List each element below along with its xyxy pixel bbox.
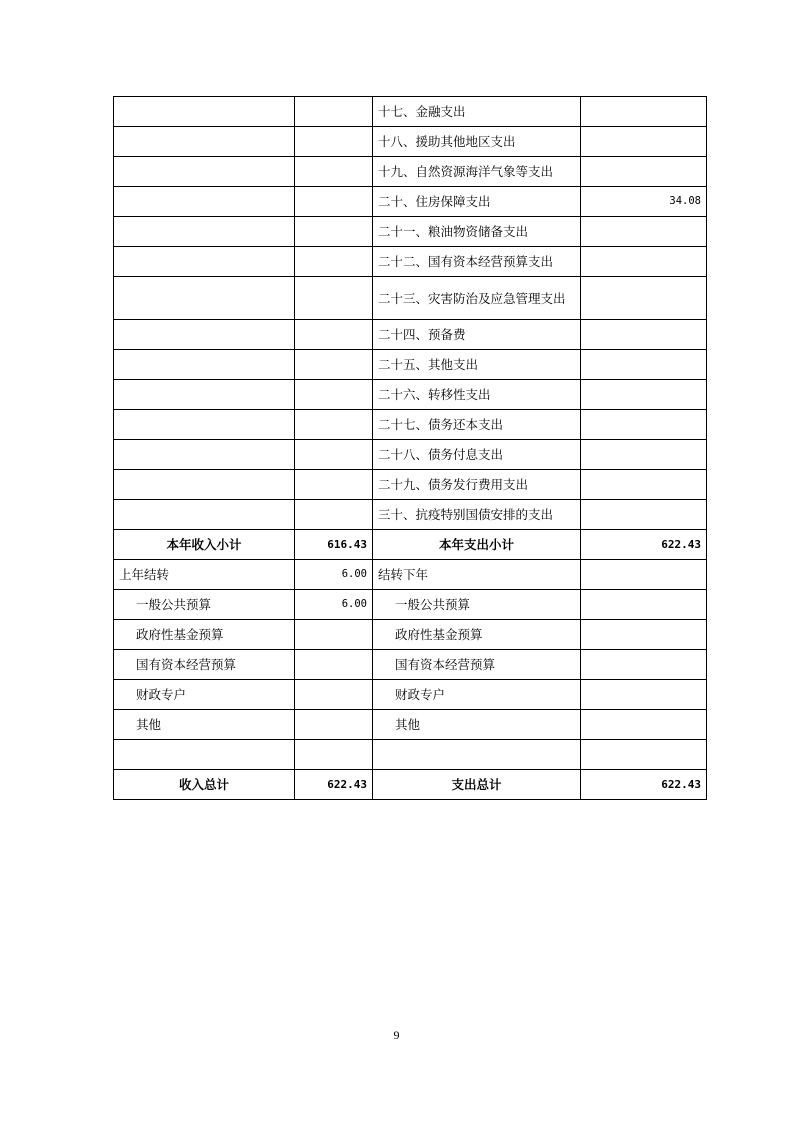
table-row <box>114 440 707 470</box>
income-item-cell <box>114 320 295 350</box>
table-row <box>114 217 707 247</box>
empty-cell <box>373 740 581 770</box>
expenditure-item-cell: 结转下年 <box>373 560 581 590</box>
income-value-cell <box>295 470 373 500</box>
income-item-cell: 上年结转 <box>114 560 295 590</box>
expenditure-value-cell <box>581 97 707 127</box>
income-value-cell <box>295 217 373 247</box>
expenditure-item-cell: 二十三、灾害防治及应急管理支出 <box>373 277 581 320</box>
income-item-cell: 政府性基金预算 <box>114 620 295 650</box>
expense-subtotal-label: 本年支出小计 <box>373 530 581 560</box>
expenditure-value-cell <box>581 440 707 470</box>
expenditure-item-cell: 二十九、债务发行费用支出 <box>373 470 581 500</box>
expenditure-value-cell <box>581 710 707 740</box>
income-value-cell <box>295 187 373 217</box>
expenditure-value-cell <box>581 410 707 440</box>
table-row <box>114 380 707 410</box>
income-item-cell <box>114 470 295 500</box>
table-row <box>114 187 707 217</box>
expenditure-value-cell <box>581 320 707 350</box>
expenditure-item-cell: 国有资本经营预算 <box>373 650 581 680</box>
income-item-cell <box>114 410 295 440</box>
income-value-cell <box>295 500 373 530</box>
total-row <box>114 770 707 800</box>
expenditure-value-cell <box>581 157 707 187</box>
expense-total-value: 622.43 <box>581 770 707 800</box>
expenditure-item-cell: 其他 <box>373 710 581 740</box>
expenditure-item-cell: 二十八、债务付息支出 <box>373 440 581 470</box>
table-row <box>114 97 707 127</box>
expenditure-value-cell <box>581 380 707 410</box>
income-value-cell: 6.00 <box>295 590 373 620</box>
subtotal-row <box>114 530 707 560</box>
expenditure-value-cell <box>581 500 707 530</box>
income-item-cell: 财政专户 <box>114 680 295 710</box>
expenditure-value-cell <box>581 560 707 590</box>
income-item-cell: 其他 <box>114 710 295 740</box>
income-item-cell <box>114 127 295 157</box>
expenditure-item-cell: 二十五、其他支出 <box>373 350 581 380</box>
table-row <box>114 277 707 320</box>
expenditure-value-cell: 34.08 <box>581 187 707 217</box>
income-value-cell <box>295 350 373 380</box>
income-item-cell <box>114 380 295 410</box>
income-value-cell <box>295 380 373 410</box>
expense-subtotal-value: 622.43 <box>581 530 707 560</box>
income-value-cell <box>295 320 373 350</box>
income-value-cell <box>295 650 373 680</box>
expenditure-value-cell <box>581 590 707 620</box>
income-item-cell <box>114 440 295 470</box>
income-total-label: 收入总计 <box>114 770 295 800</box>
carryover-row <box>114 650 707 680</box>
budget-table <box>113 96 707 800</box>
expenditure-item-cell: 十七、金融支出 <box>373 97 581 127</box>
expenditure-item-cell: 二十二、国有资本经营预算支出 <box>373 247 581 277</box>
empty-cell <box>295 740 373 770</box>
expenditure-item-cell: 二十四、预备费 <box>373 320 581 350</box>
expenditure-item-cell: 一般公共预算 <box>373 590 581 620</box>
expense-total-label: 支出总计 <box>373 770 581 800</box>
empty-cell <box>581 740 707 770</box>
carryover-row <box>114 620 707 650</box>
income-item-cell <box>114 187 295 217</box>
income-value-cell <box>295 410 373 440</box>
income-value-cell <box>295 710 373 740</box>
expenditure-value-cell <box>581 680 707 710</box>
income-item-cell <box>114 217 295 247</box>
table-row <box>114 410 707 440</box>
table-row <box>114 500 707 530</box>
carryover-row <box>114 560 707 590</box>
income-value-cell <box>295 277 373 320</box>
carryover-row <box>114 710 707 740</box>
expenditure-item-cell: 二十七、债务还本支出 <box>373 410 581 440</box>
income-item-cell: 国有资本经营预算 <box>114 650 295 680</box>
income-value-cell: 6.00 <box>295 560 373 590</box>
expenditure-item-cell: 二十、住房保障支出 <box>373 187 581 217</box>
income-subtotal-value: 616.43 <box>295 530 373 560</box>
expenditure-value-cell <box>581 650 707 680</box>
carryover-row <box>114 590 707 620</box>
income-total-value: 622.43 <box>295 770 373 800</box>
expenditure-value-cell <box>581 277 707 320</box>
income-subtotal-label: 本年收入小计 <box>114 530 295 560</box>
expenditure-item-cell: 十八、援助其他地区支出 <box>373 127 581 157</box>
income-value-cell <box>295 97 373 127</box>
expenditure-item-cell: 二十六、转移性支出 <box>373 380 581 410</box>
income-value-cell <box>295 157 373 187</box>
table-row <box>114 350 707 380</box>
income-item-cell <box>114 500 295 530</box>
income-value-cell <box>295 680 373 710</box>
expenditure-item-cell: 十九、自然资源海洋气象等支出 <box>373 157 581 187</box>
income-item-cell <box>114 247 295 277</box>
income-value-cell <box>295 440 373 470</box>
page-number: 9 <box>393 1028 400 1042</box>
expenditure-value-cell <box>581 217 707 247</box>
income-value-cell <box>295 247 373 277</box>
table-row <box>114 127 707 157</box>
income-value-cell <box>295 620 373 650</box>
table-row <box>114 157 707 187</box>
expenditure-item-cell: 三十、抗疫特别国债安排的支出 <box>373 500 581 530</box>
expenditure-value-cell <box>581 247 707 277</box>
expenditure-value-cell <box>581 470 707 500</box>
expenditure-item-cell: 财政专户 <box>373 680 581 710</box>
income-item-cell <box>114 97 295 127</box>
income-item-cell <box>114 157 295 187</box>
income-item-cell: 一般公共预算 <box>114 590 295 620</box>
carryover-row <box>114 680 707 710</box>
income-item-cell <box>114 277 295 320</box>
expenditure-item-cell: 二十一、粮油物资储备支出 <box>373 217 581 247</box>
empty-row <box>114 740 707 770</box>
empty-cell <box>114 740 295 770</box>
expenditure-value-cell <box>581 620 707 650</box>
expenditure-item-cell: 政府性基金预算 <box>373 620 581 650</box>
table-row <box>114 320 707 350</box>
expenditure-value-cell <box>581 127 707 157</box>
table-row <box>114 470 707 500</box>
table-row <box>114 247 707 277</box>
expenditure-value-cell <box>581 350 707 380</box>
income-value-cell <box>295 127 373 157</box>
income-item-cell <box>114 350 295 380</box>
